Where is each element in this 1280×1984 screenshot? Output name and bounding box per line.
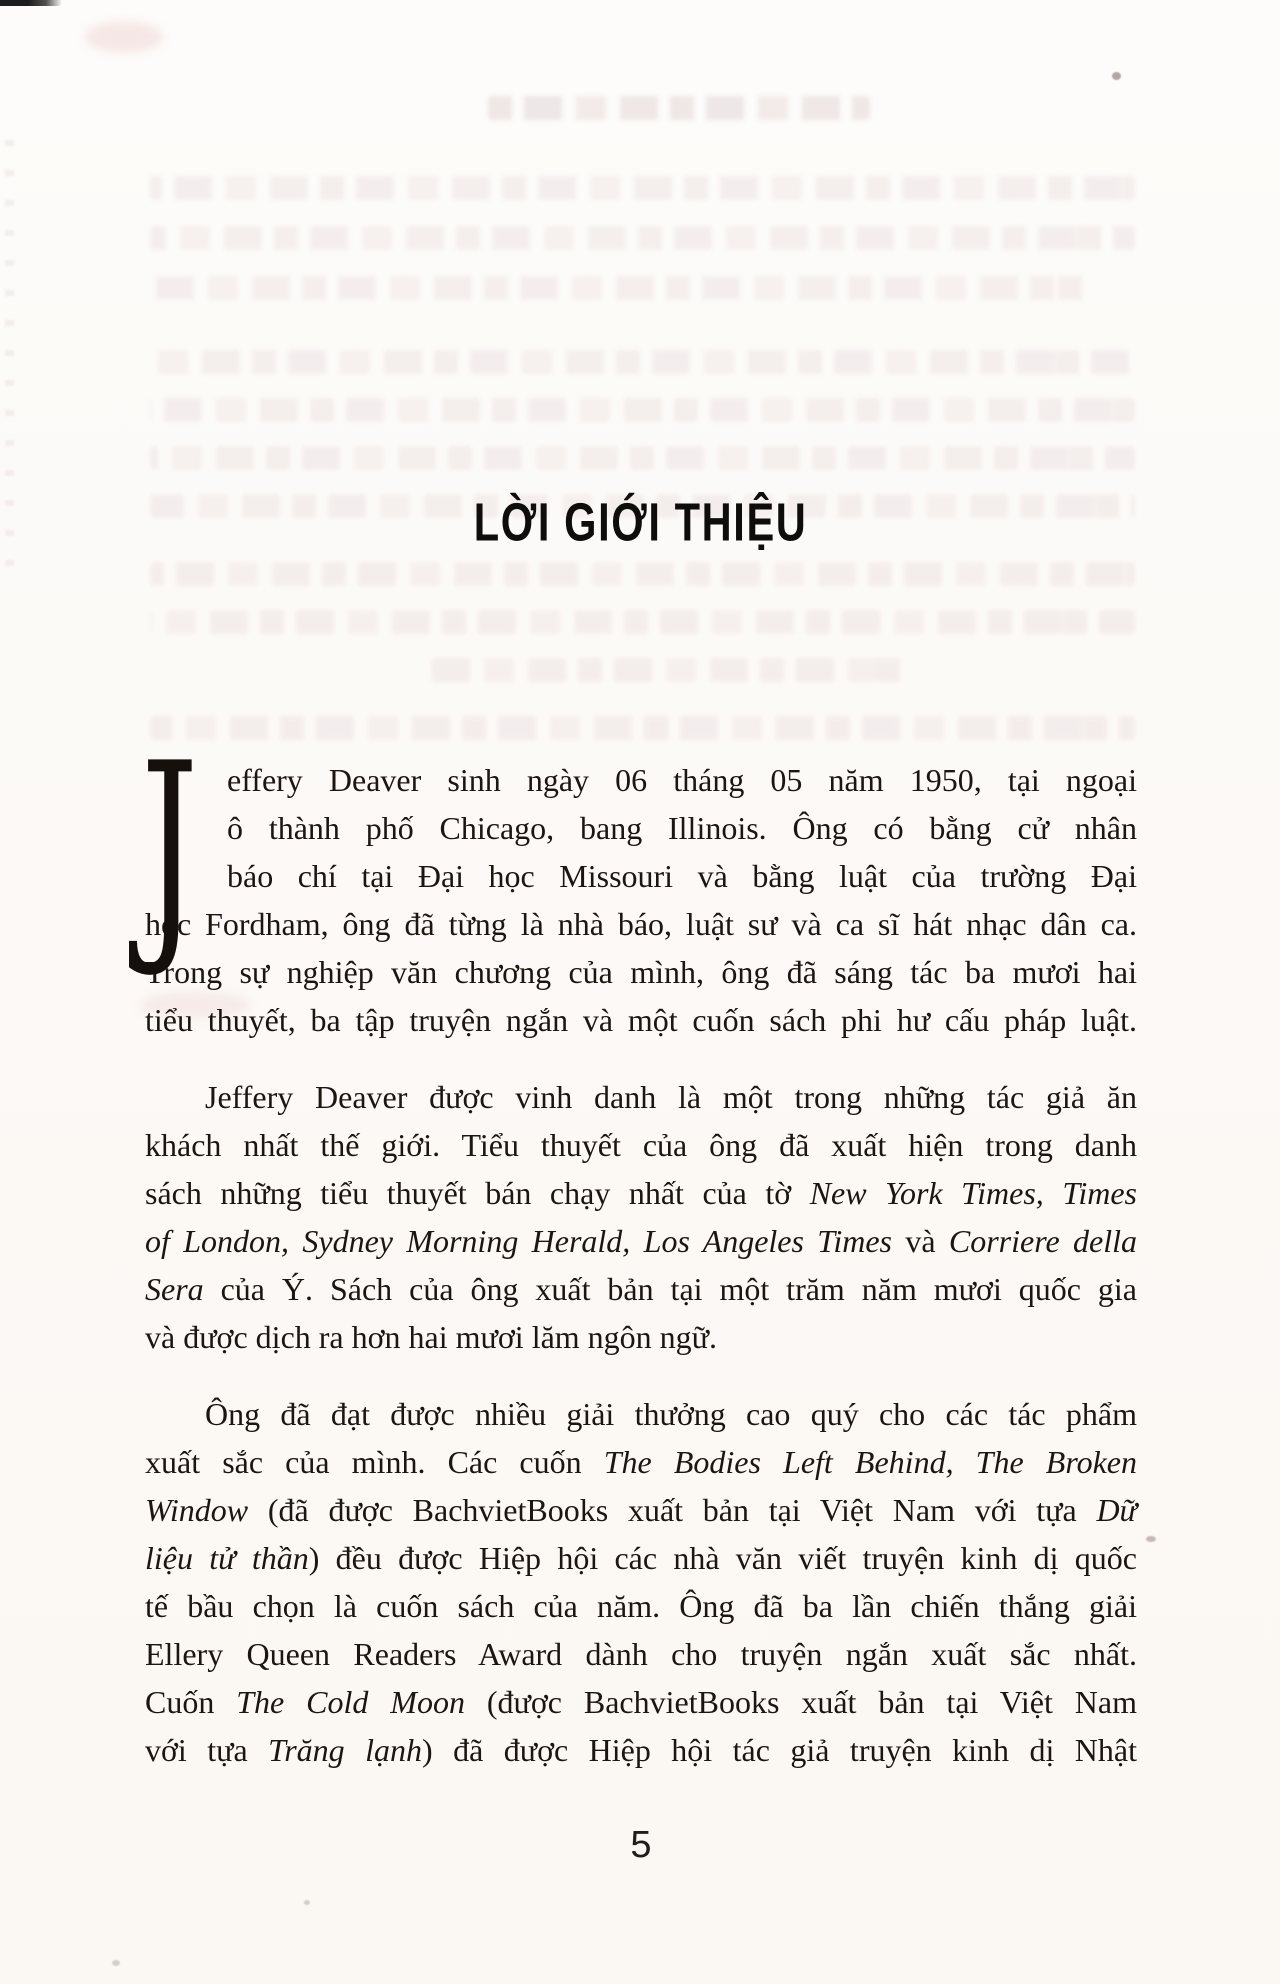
text-segment: và: [891, 1223, 949, 1259]
text-segment: ) đã được Hiệp hội tác giả truyện kinh dị Nhật: [421, 1732, 1138, 1768]
text-segment: Trong sự nghiệp văn chương của mình, ông đã sáng tác ba mươi hai: [145, 954, 1137, 990]
chapter-title: [145, 492, 1137, 554]
text-line: [145, 1534, 1137, 1582]
text-segment: và được dịch ra hơn hai mươi lăm ngôn ngữ.: [145, 1319, 718, 1355]
text-segment: Ông đã đạt được nhiều giải thưởng cao quý cho các tác phẩm: [205, 1396, 1137, 1432]
text-segment: với tựa: [145, 1732, 269, 1768]
text-line: [145, 1265, 1137, 1313]
text-line: [145, 900, 1137, 948]
text-line: [145, 804, 1137, 852]
text-segment: ô thành phố Chicago, bang Illinois. Ông có bằng cử nhân: [227, 810, 1137, 846]
paragraph: [141, 715, 1137, 1044]
text-line: [145, 852, 1137, 900]
bleedthrough-line: [150, 350, 1135, 374]
paragraph: [145, 1073, 1137, 1361]
text-segment: ) đều được Hiệp hội các nhà văn viết truyện kinh dị quốc: [308, 1540, 1138, 1576]
text-segment: tiểu thuyết, ba tập truyện ngắn và một cuốn sách phi hư cấu pháp luật.: [145, 1002, 1137, 1038]
text-segment: báo chí tại Đại học Missouri và bằng luật của trường Đại: [227, 858, 1137, 894]
text-line: [145, 996, 1137, 1044]
text-line: [145, 1217, 1137, 1265]
paragraph: [145, 1390, 1137, 1774]
bleedthrough-line: [150, 276, 1088, 300]
text-line: [145, 1726, 1137, 1774]
bleedthrough-line: [150, 610, 1135, 634]
text-line: [145, 756, 1137, 804]
scan-speck: [1146, 1536, 1156, 1542]
text-segment: Cuốn: [145, 1684, 237, 1720]
pink-smudge: [85, 22, 163, 52]
text-segment: xuất sắc của mình. Các cuốn: [145, 1444, 604, 1480]
text-line: [145, 1438, 1137, 1486]
text-segment: tế bầu chọn là cuốn sách của năm. Ông đã ba lần chiến thắng giải: [145, 1588, 1137, 1624]
book-title-segment: The Bodies Left Behind, The Broken: [603, 1444, 1138, 1480]
book-title-segment: liệu tử thần: [145, 1540, 309, 1576]
bleedthrough-line: [430, 658, 910, 682]
bleedthrough-line: [150, 716, 1135, 740]
text-line: [145, 1169, 1137, 1217]
scan-speck: [304, 1900, 310, 1905]
text-line: [145, 1582, 1137, 1630]
left-edge-speckles: [5, 140, 14, 570]
scan-corner-mark: [0, 0, 62, 6]
bleedthrough-line: [150, 176, 1135, 200]
book-title-segment: Corriere della: [948, 1223, 1138, 1259]
text-line: [145, 1121, 1137, 1169]
text-line: [145, 948, 1137, 996]
book-title-segment: Window: [145, 1492, 249, 1528]
text-line: [145, 1678, 1137, 1726]
text-segment: Jeffery Deaver được vinh danh là một trong những tác giả ăn: [205, 1079, 1137, 1115]
text-line: [145, 1630, 1137, 1678]
scan-speck: [1112, 72, 1121, 80]
book-title-segment: Trăng lạnh: [268, 1732, 422, 1768]
scan-speck: [112, 1960, 120, 1966]
bleedthrough-line: [150, 398, 1135, 422]
page-number: 5: [630, 1824, 652, 1866]
text-segment: học Fordham, ông đã từng là nhà báo, luật sư và ca sĩ hát nhạc dân ca.: [145, 906, 1137, 942]
text-segment: của Ý. Sách của ông xuất bản tại một trăm năm mươi quốc gia: [203, 1271, 1137, 1307]
text-segment: effery Deaver sinh ngày 06 tháng 05 năm 1950, tại ngoại: [227, 762, 1137, 798]
book-title-segment: New York Times, Times: [809, 1175, 1138, 1211]
text-segment: (đã được BachvietBooks xuất bản tại Việt Nam với tựa: [248, 1492, 1097, 1528]
text-segment: (được BachvietBooks xuất bản tại Việt Nam: [464, 1684, 1138, 1720]
book-title-segment: of London, Sydney Morning Herald, Los Angeles Times: [145, 1223, 892, 1259]
book-title-segment: The Cold Moon: [236, 1684, 465, 1720]
text-segment: sách những tiểu thuyết bán chạy nhất của tờ: [145, 1175, 810, 1211]
book-title-segment: Dữ: [1096, 1492, 1137, 1528]
bleedthrough-header-line: [488, 96, 870, 120]
text-line: [145, 1073, 1137, 1121]
text-line: [145, 1486, 1137, 1534]
bleedthrough-line: [150, 562, 1135, 586]
text-line: [145, 1313, 1137, 1361]
body-text: [141, 715, 1138, 1774]
book-title-segment: Sera: [145, 1271, 204, 1307]
text-segment: khách nhất thế giới. Tiểu thuyết của ông đã xuất hiện trong danh: [145, 1127, 1137, 1163]
text-segment: Ellery Queen Readers Award dành cho truyện ngắn xuất sắc nhất.: [145, 1636, 1137, 1672]
drop-cap: J: [141, 715, 199, 982]
bleedthrough-line: [150, 446, 1135, 470]
chapter-title-text: LỜI GIỚI THIỆU: [474, 492, 808, 554]
text-line: [145, 1390, 1137, 1438]
bleedthrough-line: [150, 226, 1135, 250]
